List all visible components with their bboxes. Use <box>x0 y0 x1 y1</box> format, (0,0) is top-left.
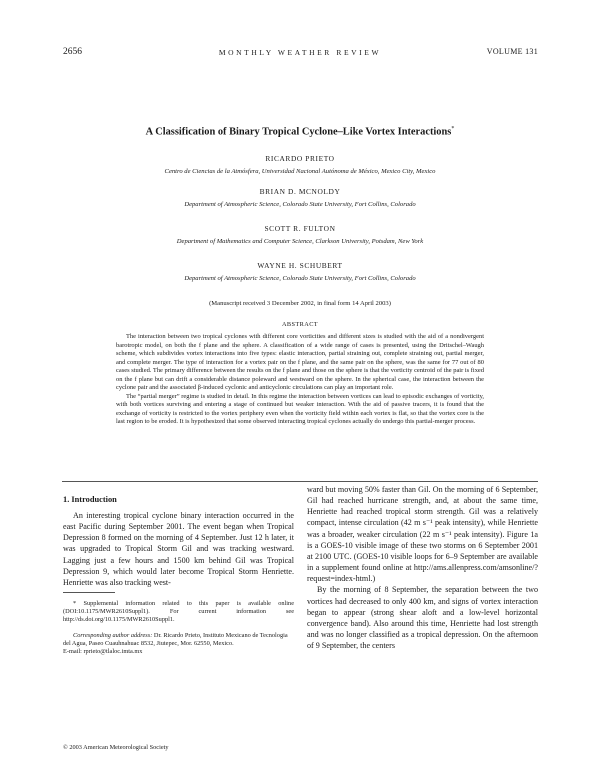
left-column <box>63 510 294 588</box>
correspondence-label: Corresponding author address: <box>73 632 153 639</box>
abstract-heading: ABSTRACT <box>281 321 319 328</box>
abstract-paragraph: The “partial merger” regime is studied in detail. In this regime the interaction between vortices can lead to episodic exchanges of vorticity, with both vortices surviving and entering a stage of continued but weaker interaction. With the aid of passive tracers, it is found that the exchange of vorticity is restricted to the vortex periphery even when the vorticity field within each vortex is flat, so that the vortex core is the last region to be eroded. It is hypothesized that some observed interacting tropical cyclones actually do undergo this partial-merger process. <box>116 392 484 425</box>
author-affiliation: Department of Atmospheric Science, Colorado State University, Fort Collins, Colorado <box>184 201 416 208</box>
correspondence-paragraph <box>63 632 294 648</box>
footnote-divider <box>63 592 115 593</box>
section-divider <box>62 481 538 482</box>
author-name: WAYNE H. SCHUBERT <box>257 261 343 270</box>
paper-title-text: A Classification of Binary Tropical Cyclone–Like Vortex Interactions <box>145 126 452 138</box>
correspondence-address: Dr. Ricardo Prieto, Instituto Mexicano de Tecnologia del Agua, Paseo Cuauhnahuac 8532, Jiutepec, Mor. 62550, Mexico. <box>63 632 288 648</box>
paper-title <box>0 126 600 137</box>
right-column <box>307 484 538 651</box>
journal-name: MONTHLY WEATHER REVIEW <box>218 48 382 57</box>
correspondence-note <box>63 632 294 656</box>
intro-paragraph: By the morning of 8 September, the separation between the two vortices had decreased to only 400 km, and signs of vortex interaction began to appear (strong shear aloft and a low-level horizontal convergence band). Also around this time, Henriette had lost strength and was no longer classified as a tropical depression. On the afternoon of 9 September, the centers <box>307 585 538 651</box>
intro-paragraph: An interesting tropical cyclone binary interaction occurred in the east Pacific during September 2001. The event began when Tropical Depression 8 formed on the morning of 4 September. Just 12 h later, it was upgraded to Tropical Storm Gil and was tracking westward. Lagging just a few hours and 1500 km behind Gil was Tropical Depression 9, which would later become Tropical Storm Henriette. Henriette was also tracking west- <box>63 511 294 587</box>
abstract-paragraph: The interaction between two tropical cyclones with different core vorticities and different sizes is studied with the aid of a nondivergent barotropic model, on both the f plane and the sphere. A classification of a wide range of cases is presented, using the Dritschel–Waugh scheme, which subdivides vortex interactions into five types: elastic interaction, partial straining out, complete straining out, partial merger, and complete merger. The type of interaction for a vortex pair on the f plane, and the same pair on the sphere, was the same for 77 out of 80 cases studied. The primary difference between the results on the f plane and those on the sphere is that the vorticity centroid of the pair is fixed on the f plane but can drift a considerable distance poleward and westward on the sphere. In the spherical case, the interaction between the cyclone pair and the associated β-induced cyclonic and anticyclonic circulations can play an important role. <box>116 333 484 391</box>
author-name: RICARDO PRIETO <box>265 154 335 163</box>
supplement-footnote <box>63 600 294 624</box>
author-affiliation: Department of Atmospheric Science, Colorado State University, Fort Collins, Colorado <box>184 275 416 282</box>
author-name: SCOTT R. FULTON <box>264 224 336 233</box>
correspondence-email: E-mail: rprieto@tlaloc.imta.mx <box>63 648 143 656</box>
author-name: BRIAN D. MCNOLDY <box>259 187 341 196</box>
volume-label: VOLUME 131 <box>486 47 538 56</box>
title-footnote-mark: * <box>451 126 455 132</box>
page-number: 2656 <box>63 47 82 57</box>
manuscript-dates: (Manuscript received 3 December 2002, in final form 14 April 2003) <box>209 300 391 307</box>
abstract <box>116 333 484 427</box>
intro-paragraph: ward but moving 50% faster than Gil. On the morning of 6 September, Gil had reached hurricane strength, and, at about the same time, Henriette had reached tropical storm strength. Gil was a relatively compact, intense circulation (42 m s⁻¹ peak intensity), while Henriette was a broader, weaker circulation (22 m s⁻¹ peak intensity). Figure 1a is a GOES-10 visible image of these two storms on 6 September 2001 at 2100 UTC. (GOES-10 visible loops for 6–9 September are available in a supplement found online at http://ams.allenpress.com/amsonline/?request=index-html.) <box>307 485 538 584</box>
author-affiliation: Centro de Ciencias de la Atmósfera, Universidad Nacional Autónoma de México, Mexico City, Mexico <box>164 168 436 175</box>
footnote-text: * Supplemental information related to this paper is available online (DOI:10.1175/MWR2610Suppl1). For current information see http://ds.doi.org/10.1175/MWR2610Suppl1. <box>63 600 294 624</box>
copyright-notice: © 2003 American Meteorological Society <box>63 744 169 751</box>
author-affiliation: Department of Mathematics and Computer Science, Clarkson University, Potsdam, New York <box>176 238 424 245</box>
section-heading-introduction: 1. Introduction <box>63 495 117 504</box>
